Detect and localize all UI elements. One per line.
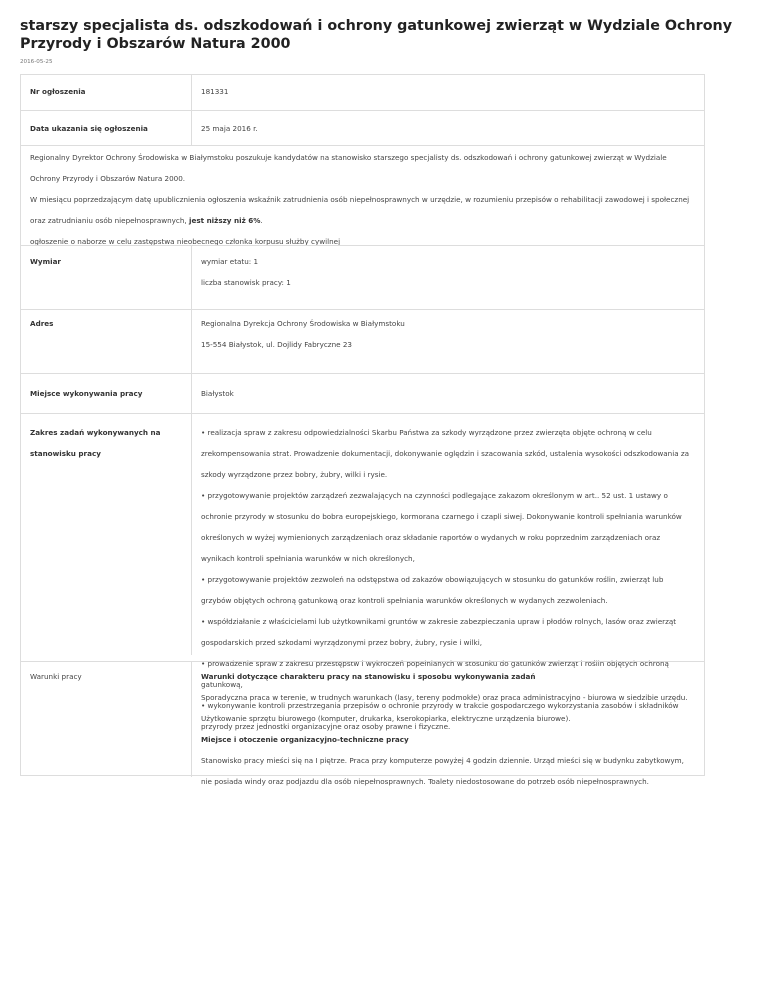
label-address: Adres: [30, 319, 54, 328]
intro-p2-end: .: [260, 216, 263, 225]
intro-paragraph-1: Regionalny Dyrektor Ochrony Środowiska w Białymstoku poszukuje kandydatów na stanowisko starszego specjalisty ds. odszkodowań i ochrony gatunkowej zwierząt w Wydziale Ochrony Przyrody i Obszarów Natura 2000.: [30, 153, 667, 183]
row-work-conditions: [21, 661, 704, 786]
duty-item: • współdziałanie z właścicielami lub użytkownikami gruntów w zakresie zabezpieczania upraw i płodów rolnych, lasów oraz zwierząt gospodarskich przed szkodami wyrządzonymi przez bobry, żubry, rysie i wilki,: [201, 617, 677, 647]
intro-text: [30, 147, 694, 252]
conditions-heading-2: Miejsce i otoczenie organizacyjno-techniczne pracy: [201, 735, 409, 744]
duty-item: • przygotowywanie projektów zarządzeń zezwalających na czynności podlegające zakazom określonym w art.. 52 ust. 1 ustawy o ochronie przyrody w stosunku do bobra europejskiego, kormorana czarnego i czapli siwej. Dokonywanie kontroli spełniania warunków określonych w wyżej wymienionych zarządzeniach oraz składanie raportów o wydanych w roku poprzednim zarządzeniach oraz wynikach kontroli spełniania warunków w nich określonych,: [201, 491, 682, 563]
row-work-dimension: [21, 245, 704, 310]
duty-item: • przygotowywanie projektów zezwoleń na odstępstwa od zakazów obowiązujących w stosunku do gatunków roślin, zwierząt lub grzybów objętych ochroną gatunkową oraz kontroli spełniania warunków określonych w wydanych zezwoleniach.: [201, 575, 664, 605]
address-line-1: Regionalna Dyrekcja Ochrony Środowiska w Białymstoku: [201, 319, 405, 328]
conditions-paragraph-3: Stanowisko pracy mieści się na I piętrze. Praca przy komputerze powyżej 4 godzin dziennie. Urząd mieści się w budynku zabytkowym, nie posiada windy oraz podjazdu dla osób niepełnosprawnych. Toalety niedostosowane do potrzeb osób niepełnosprawnych.: [201, 756, 684, 786]
value-publication-date: 25 maja 2016 r.: [201, 124, 258, 133]
value-work-conditions: [201, 666, 694, 792]
value-work-place: Białystok: [201, 389, 234, 398]
duty-item: • wykonywanie kontroli przestrzegania przepisów o ochronie przyrody w trakcie gospodarczego wykorzystania zasobów i składników przyrody przez jednostki organizacyjne oraz osoby prawne i fizyczne.: [201, 701, 679, 731]
value-address: [201, 313, 694, 355]
page-title: starszy specjalista ds. odszkodowań i ochrony gatunkowej zwierząt w Wydziale Ochrony Przyrody i Obszarów Natura 2000: [20, 18, 733, 52]
label-work-place: Miejsce wykonywania pracy: [30, 389, 143, 398]
row-publication-date: [21, 110, 704, 146]
work-dimension-count: liczba stanowisk pracy: 1: [201, 278, 291, 287]
row-intro: [21, 145, 704, 246]
address-line-2: 15-554 Białystok, ul. Dojlidy Fabryczne 23: [201, 340, 352, 349]
publication-date: 2016-05-25: [20, 59, 53, 65]
duty-item: • realizacja spraw z zakresu odpowiedzialności Skarbu Państwa za szkody wyrządzone przez zwierzęta objęte ochroną w celu zrekompensowania strat. Prowadzenie dokumentacji, dokonywanie oględzin i szacowania szkód, ustalenia wysokości odszkodowania za szkody wyrządzone przez bobry, żubry, wilki i rysie.: [201, 428, 690, 479]
work-dimension-fte: wymiar etatu: 1: [201, 257, 259, 266]
row-announcement-number: [21, 75, 704, 110]
value-announcement-number: 181331: [201, 87, 229, 96]
duty-item: • prowadzenie spraw z zakresu przestępstw i wykroczeń popełnianych w stosunku do gatunków zwierząt i roślin objętych ochroną gatunkową,: [201, 659, 669, 689]
conditions-paragraph-2: Użytkowanie sprzętu biurowego (komputer, drukarka, kserokopiarka, elektryczne urządzenia biurowe).: [201, 714, 571, 723]
label-work-dimension: Wymiar: [30, 257, 61, 266]
label-announcement-number: Nr ogłoszenia: [30, 87, 86, 96]
label-publication-date: Data ukazania się ogłoszenia: [30, 124, 148, 133]
conditions-paragraph-1: Sporadyczna praca w terenie, w trudnych warunkach (lasy, tereny podmokłe) oraz praca administracyjno - biurowa w siedzibie urzędu.: [201, 693, 688, 702]
row-work-place: [21, 373, 704, 414]
row-address: [21, 309, 704, 374]
label-duties: Zakres zadań wykonywanych na stanowisku pracy: [30, 428, 161, 458]
announcement-table: [20, 74, 705, 786]
intro-p2-text: W miesiącu poprzedzającym datę upublicznienia ogłoszenia wskaźnik zatrudnienia osób niepełnosprawnych w urzędzie, w rozumieniu przepisów o rehabilitacji zawodowej i społecznej oraz zatrudnianiu osób niepełnosprawnych,: [30, 195, 690, 225]
intro-p2-bold: jest niższy niż 6%: [189, 216, 261, 225]
conditions-heading-1: Warunki dotyczące charakteru pracy na stanowisku i sposobu wykonywania zadań: [201, 672, 536, 681]
intro-paragraph-2: [30, 189, 694, 231]
intro-paragraph-3: ogłoszenie o naborze w celu zastępstwa nieobecnego członka korpusu służby cywilnej: [30, 237, 341, 246]
value-work-dimension: [201, 251, 694, 293]
label-work-conditions: Warunki pracy: [30, 672, 82, 681]
